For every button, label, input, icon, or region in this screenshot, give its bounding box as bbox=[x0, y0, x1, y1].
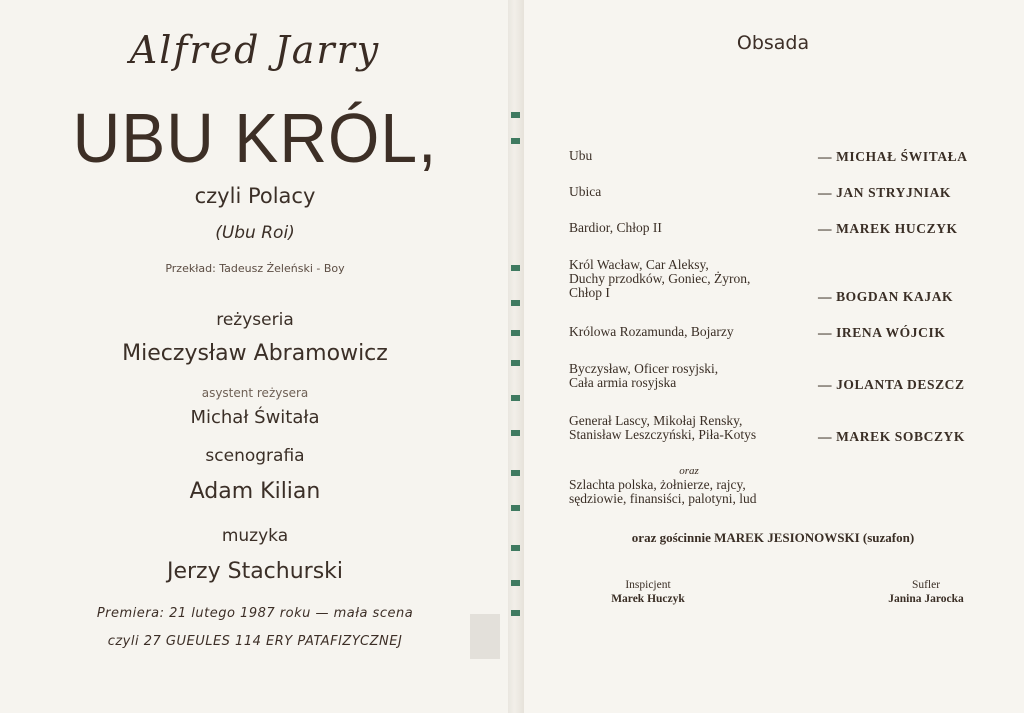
binding-stub bbox=[511, 112, 520, 118]
crew-role: Inspicjent bbox=[625, 579, 671, 591]
crew-name: Marek Huczyk bbox=[611, 593, 685, 605]
play-title: UBU KRÓL, bbox=[72, 99, 438, 177]
credit-name: Adam Kilian bbox=[189, 479, 321, 504]
cast-actor: — MAREK HUCZYK bbox=[818, 221, 958, 236]
binding-stub bbox=[511, 430, 520, 436]
binding-stub bbox=[511, 505, 520, 511]
cast-actor: — MICHAŁ ŚWITAŁA bbox=[818, 149, 968, 164]
cast-role: Ubu bbox=[569, 148, 593, 163]
credit-role: reżyseria bbox=[216, 310, 294, 330]
oraz-label: oraz bbox=[679, 465, 699, 477]
cast-heading: Obsada bbox=[736, 32, 810, 54]
credit-role: muzyka bbox=[221, 526, 289, 546]
crew-name: Janina Jarocka bbox=[888, 593, 964, 605]
crew-sufler bbox=[866, 578, 986, 606]
binding-stub bbox=[511, 138, 520, 144]
cast-role: Byczysław, Oficer rosyjski, Cała armia rosyjska bbox=[569, 361, 719, 390]
author-name: Alfred Jarry bbox=[129, 28, 381, 72]
play-subtitle: czyli Polacy bbox=[194, 184, 316, 208]
ensemble-text: Szlachta polska, żołnierze, rajcy, sędziowie, finansiści, palotyni, lud bbox=[569, 477, 757, 506]
binding-stub bbox=[511, 470, 520, 476]
credit-name: Mieczysław Abramowicz bbox=[122, 341, 388, 366]
cast-actor: — BOGDAN KAJAK bbox=[818, 289, 954, 304]
credit-role: asystent reżysera bbox=[201, 386, 309, 400]
crew-inspicjent bbox=[588, 578, 708, 606]
credit-name: Jerzy Stachurski bbox=[166, 559, 344, 584]
binding-stub bbox=[511, 300, 520, 306]
cast-actor: — IRENA WÓJCIK bbox=[818, 325, 946, 340]
binding-stub bbox=[511, 395, 520, 401]
crew-role: Sufler bbox=[911, 579, 941, 591]
cast-actor: — JOLANTA DESZCZ bbox=[818, 377, 965, 392]
cast-actor: — JAN STRYJNIAK bbox=[818, 185, 952, 200]
cast-role: Król Wacław, Car Aleksy, Duchy przodków, Goniec, Żyron, Chłop I bbox=[569, 257, 751, 300]
credit-role: scenografia bbox=[205, 446, 305, 466]
binding-stub bbox=[511, 580, 520, 586]
cast-role: Bardior, Chłop II bbox=[569, 220, 662, 235]
right-page bbox=[522, 0, 1024, 713]
binding-stub bbox=[511, 265, 520, 271]
cast-role: Generał Lascy, Mikołaj Rensky, Stanisław Leszczyński, Piła-Kotys bbox=[569, 413, 757, 442]
binding-stub bbox=[511, 545, 520, 551]
binding-stub bbox=[511, 330, 520, 336]
premiere-line-2: czyli 27 GUEULES 114 ERY PATAFIZYCZNEJ bbox=[107, 634, 403, 649]
binding-stub bbox=[511, 360, 520, 366]
guest-performer: oraz gościnnie MAREK JESIONOWSKI (suzafon) bbox=[631, 530, 915, 545]
original-title: (Ubu Roi) bbox=[215, 223, 295, 243]
cast-role: Królowa Rozamunda, Bojarzy bbox=[569, 324, 734, 339]
cast-role: Ubica bbox=[569, 184, 602, 199]
credit-name: Michał Świtała bbox=[190, 407, 320, 428]
binding-stub bbox=[511, 610, 520, 616]
premiere-line: Premiera: 21 lutego 1987 roku — mała scena bbox=[96, 606, 414, 621]
binding-gutter bbox=[508, 0, 524, 713]
translation-credit: Przekład: Tadeusz Żeleński - Boy bbox=[165, 262, 345, 275]
cast-actor: — MAREK SOBCZYK bbox=[818, 429, 966, 444]
